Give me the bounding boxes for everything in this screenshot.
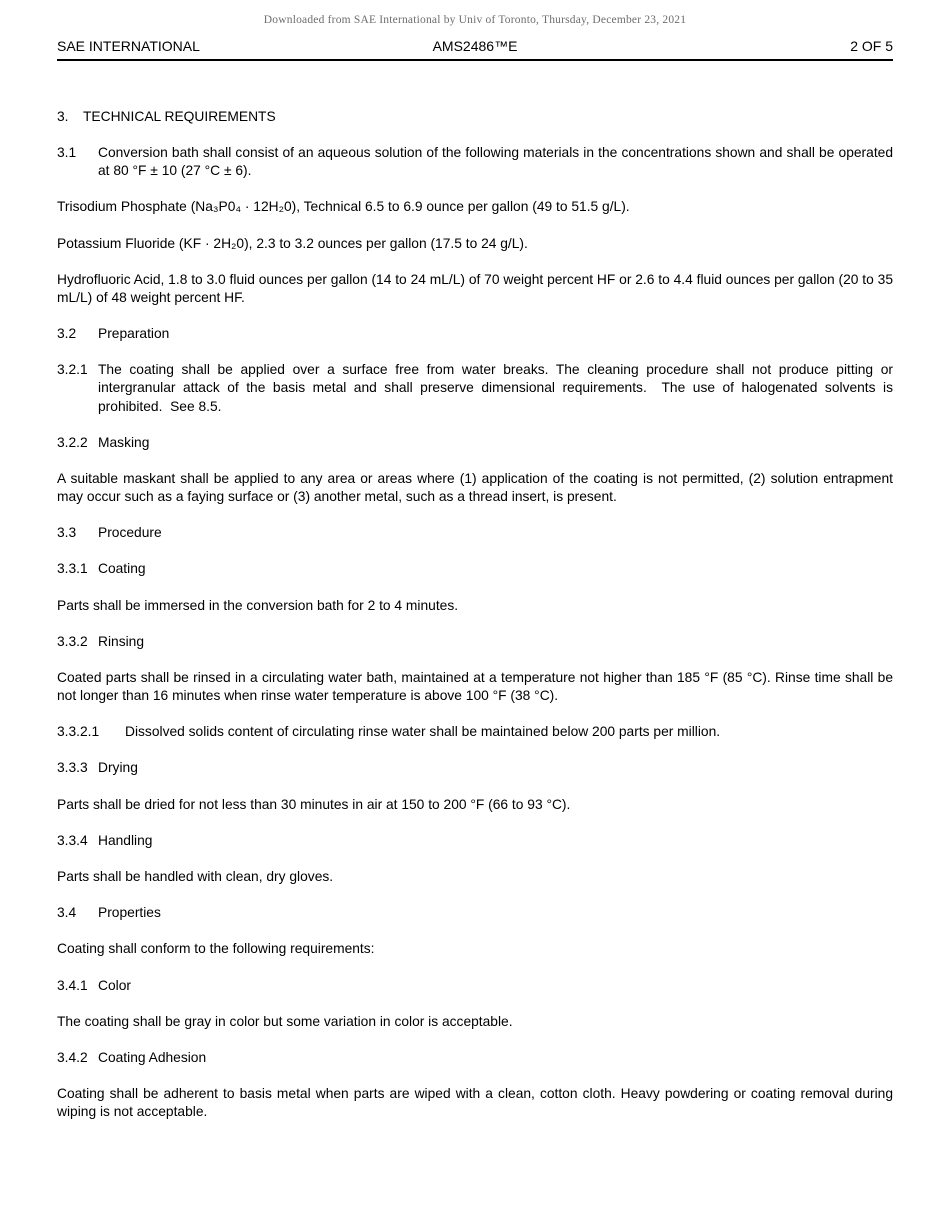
clause-text: Coating Adhesion [98, 1049, 207, 1065]
clause-number: 3.4.2 [57, 1049, 88, 1065]
clause-number: 3.4.1 [57, 977, 88, 993]
clause-3-2 [57, 325, 893, 343]
clause-number: 3.3.2.1 [57, 724, 100, 740]
clause-3-3-1 [57, 560, 893, 578]
clause-number: 3.1 [57, 145, 77, 161]
download-watermark: Downloaded from SAE International by Univ of Toronto, Thursday, December 23, 2021 [263, 14, 687, 26]
clause-text: TECHNICAL REQUIREMENTS [83, 109, 276, 124]
header-page-number: 2 OF 5 [850, 38, 894, 54]
para-maskant [57, 470, 897, 506]
header-document-number: AMS2486™E [432, 38, 518, 54]
para-rinsing [57, 669, 897, 705]
para-text: The coating shall be gray in color but some variation in color is acceptable. [57, 1013, 513, 1029]
clause-text: Masking [98, 434, 150, 450]
clause-3-4 [57, 904, 893, 922]
para-hydrofluoric-acid [57, 271, 897, 307]
para-text: Coating shall be adherent to basis metal when parts are wiped with a clean, cotton cloth. Heavy powdering or coating removal during wiping is not acceptable. [57, 1086, 897, 1120]
clause-number: 3.3 [57, 525, 77, 541]
header-organization: SAE INTERNATIONAL [57, 38, 200, 54]
clause-text: The coating shall be applied over a surface free from water breaks. The cleaning procedure shall not produce pitting or intergranular attack of the basis metal and shall preserve dimensional requirements. The use of halogenated solvents is prohibited. See 8.5. [98, 362, 897, 414]
clause-text: Color [98, 977, 131, 993]
para-text: Hydrofluoric Acid, 1.8 to 3.0 fluid ounces per gallon (14 to 24 mL/L) of 70 weight percent HF or 2.6 to 4.4 fluid ounces per gallon (20 to 35 mL/L) of 48 weight percent HF. [57, 271, 897, 305]
clause-text: Dissolved solids content of circulating rinse water shall be maintained below 200 parts per million. [125, 724, 721, 740]
para-text: Potassium Fluoride (KF · 2H₂0), 2.3 to 3.2 ounces per gallon (17.5 to 24 g/L). [57, 235, 528, 251]
para-handling [57, 868, 893, 886]
clause-text: Rinsing [98, 633, 145, 649]
section-heading-3 [57, 108, 893, 126]
para-text: Coating shall conform to the following requirements: [57, 941, 375, 957]
clause-number: 3.3.1 [57, 561, 88, 577]
clause-number: 3.2.1 [57, 362, 88, 378]
clause-3-3-2 [57, 633, 893, 651]
clause-text: Handling [98, 832, 153, 848]
para-immersion [57, 597, 893, 615]
para-text: Trisodium Phosphate (Na₃P0₄ · 12H₂0), Technical 6.5 to 6.9 ounce per gallon (49 to 51.5 g/L). [57, 199, 630, 215]
clause-text: Properties [98, 905, 161, 921]
clause-number: 3.3.3 [57, 760, 88, 776]
clause-number: 3.4 [57, 905, 77, 921]
para-potassium-fluoride [57, 235, 893, 253]
para-text: Parts shall be immersed in the conversion bath for 2 to 4 minutes. [57, 597, 459, 613]
clause-3-1 [57, 144, 897, 180]
para-text: A suitable maskant shall be applied to any area or areas where (1) application of the coating is not permitted, (2) solution entrapment may occur such as a faying surface or (3) another metal, such as a thread insert, is present. [57, 470, 897, 504]
clause-text: Drying [98, 760, 138, 776]
clause-text: Conversion bath shall consist of an aqueous solution of the following materials in the concentrations shown and shall be operated at 80 °F ± 10 (27 °C ± 6). [98, 145, 897, 179]
clause-3-3-3 [57, 759, 893, 777]
clause-3-3-4 [57, 832, 893, 850]
para-drying [57, 796, 893, 814]
clause-text: Preparation [98, 326, 170, 342]
clause-3-2-1 [57, 361, 897, 415]
para-conform [57, 940, 893, 958]
clause-3-3 [57, 524, 893, 542]
page-header [57, 26, 893, 59]
para-text: Parts shall be dried for not less than 30 minutes in air at 150 to 200 °F (66 to 93 °C). [57, 796, 571, 812]
para-text: Parts shall be handled with clean, dry gloves. [57, 868, 334, 884]
clause-number: 3.3.4 [57, 832, 88, 848]
para-adhesion [57, 1085, 897, 1121]
clause-text: Procedure [98, 525, 162, 541]
clause-3-4-1 [57, 977, 893, 995]
clause-3-4-2 [57, 1049, 893, 1067]
clause-3-3-2-1 [57, 723, 893, 741]
para-trisodium-phosphate [57, 198, 893, 216]
clause-3-2-2 [57, 434, 893, 452]
document-body [57, 61, 897, 1121]
clause-text: Coating [98, 561, 146, 577]
para-text: Coated parts shall be rinsed in a circulating water bath, maintained at a temperature not higher than 185 °F (85 °C). Rinse time shall be not longer than 16 minutes when rinse water temperature is above 100 °F (38 °C). [57, 669, 897, 703]
clause-number: 3.2 [57, 326, 77, 342]
clause-number: 3.3.2 [57, 633, 88, 649]
clause-number: 3. [57, 109, 69, 124]
clause-number: 3.2.2 [57, 434, 88, 450]
para-color [57, 1013, 893, 1031]
